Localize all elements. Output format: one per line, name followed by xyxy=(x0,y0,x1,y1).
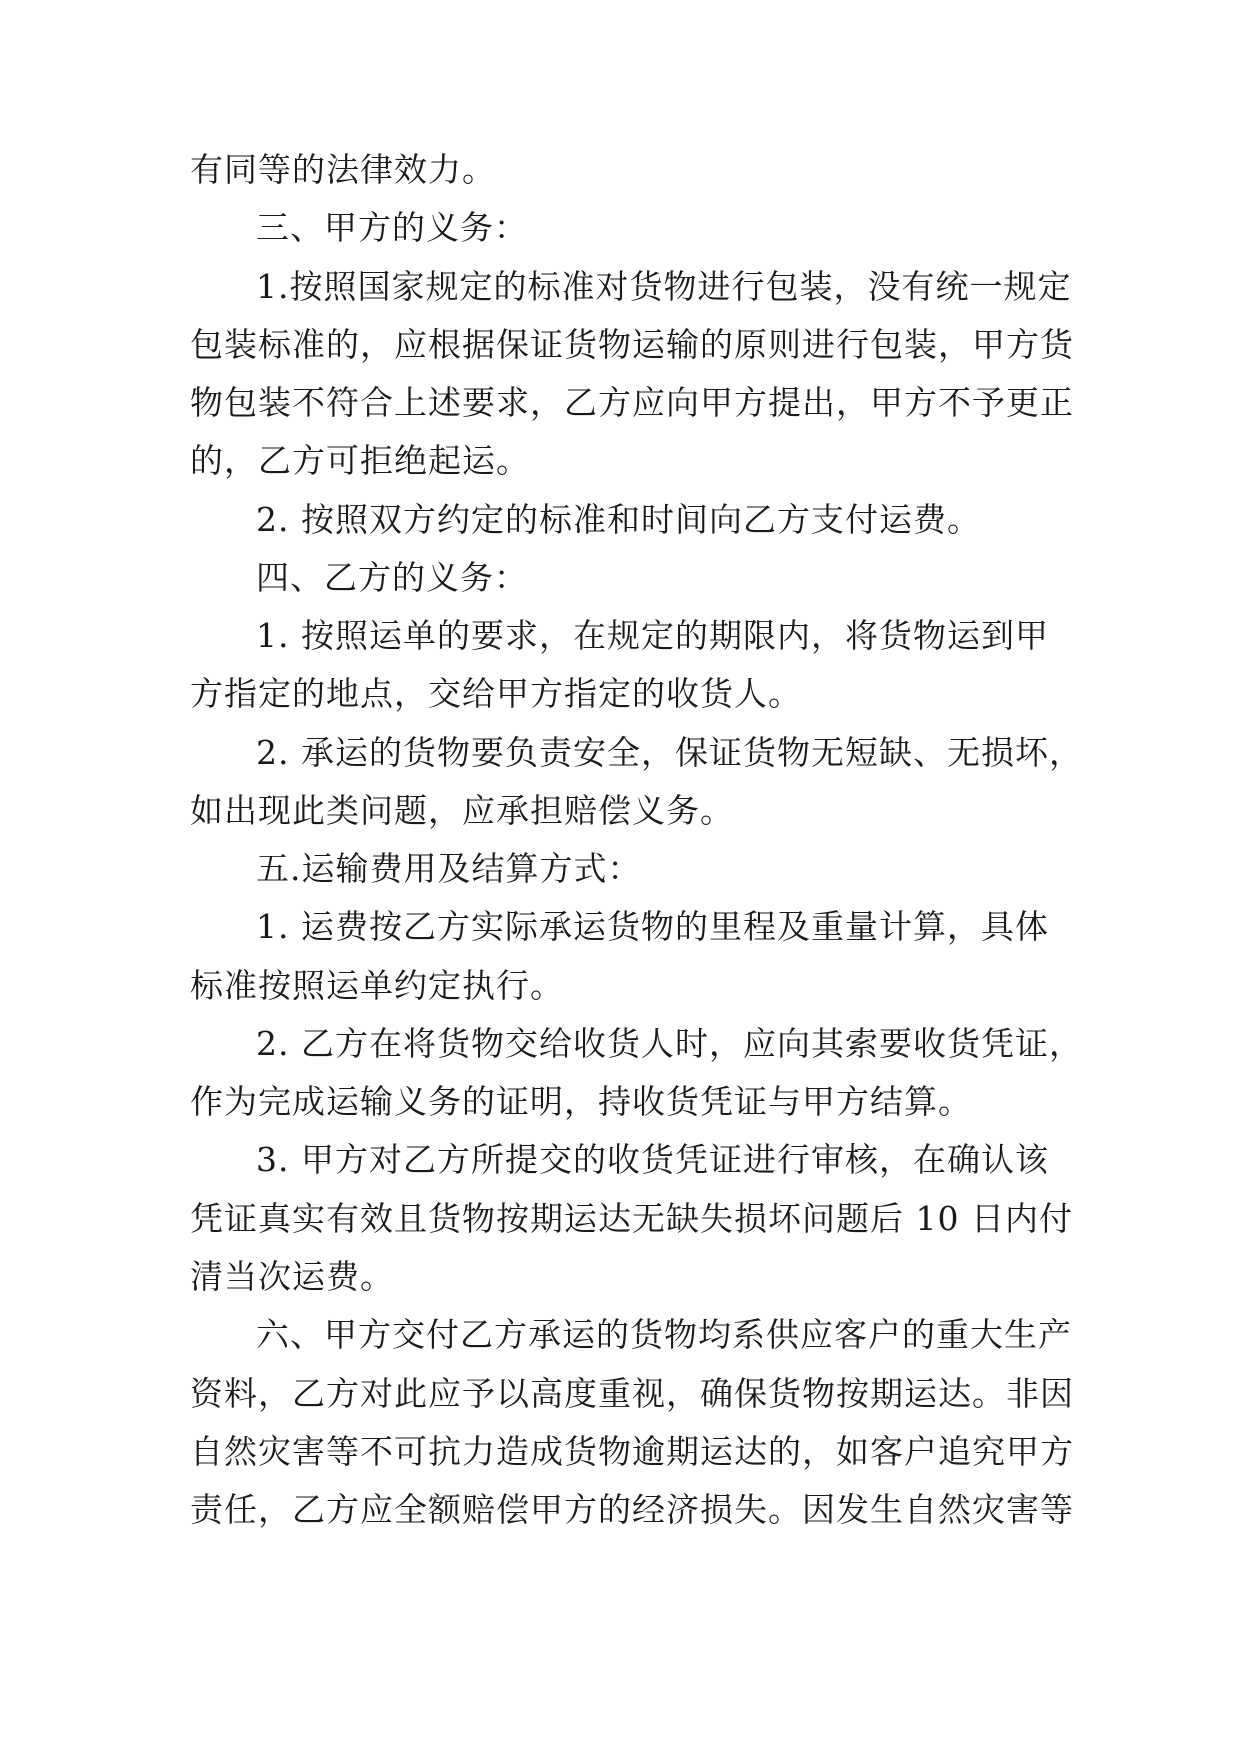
text-line: 责任，乙方应全额赔偿甲方的经济损失。因发生自然灾害等 xyxy=(190,1490,1074,1529)
text-line: 凭证真实有效且货物按期运达无缺失损坏问题后 10 日内付 xyxy=(190,1199,1073,1238)
section-heading: 四、乙方的义务： xyxy=(256,558,528,597)
text-line: 2. 承运的货物要负责安全，保证货物无短缺、无损坏， xyxy=(256,733,1083,772)
text-line: 包装标准的，应根据保证货物运输的原则进行包装，甲方货 xyxy=(190,325,1074,364)
text-line: 标准按照运单约定执行。 xyxy=(190,966,564,1005)
text-line: 方指定的地点，交给甲方指定的收货人。 xyxy=(190,674,802,713)
section-heading: 五.运输费用及结算方式： xyxy=(256,849,642,888)
section-heading: 三、甲方的义务： xyxy=(256,208,528,247)
text-line: 3. 甲方对乙方所提交的收货凭证进行审核，在确认该 xyxy=(256,1140,1049,1179)
text-line: 1.按照国家规定的标准对货物进行包装，没有统一规定 xyxy=(256,267,1072,306)
text-line: 有同等的法律效力。 xyxy=(190,150,496,189)
text-line: 物包装不符合上述要求，乙方应向甲方提出，甲方不予更正 xyxy=(190,383,1074,422)
text-line: 的，乙方可拒绝起运。 xyxy=(190,441,530,480)
text-line: 清当次运费。 xyxy=(190,1257,394,1296)
text-line: 2. 按照双方约定的标准和时间向乙方支付运费。 xyxy=(256,500,981,539)
text-line: 1. 按照运单的要求，在规定的期限内，将货物运到甲 xyxy=(256,616,1049,655)
text-line: 资料，乙方对此应予以高度重视，确保货物按期运达。非因 xyxy=(190,1374,1074,1413)
text-line: 自然灾害等不可抗力造成货物逾期运达的，如客户追究甲方 xyxy=(190,1432,1074,1471)
text-line: 如出现此类问题，应承担赔偿义务。 xyxy=(190,791,734,830)
text-line: 1. 运费按乙方实际承运货物的里程及重量计算，具体 xyxy=(256,907,1049,946)
text-line: 六、甲方交付乙方承运的货物均系供应客户的重大生产 xyxy=(256,1315,1072,1354)
text-line: 作为完成运输义务的证明，持收货凭证与甲方结算。 xyxy=(190,1082,972,1121)
text-line: 2. 乙方在将货物交给收货人时，应向其索要收货凭证， xyxy=(256,1024,1083,1063)
